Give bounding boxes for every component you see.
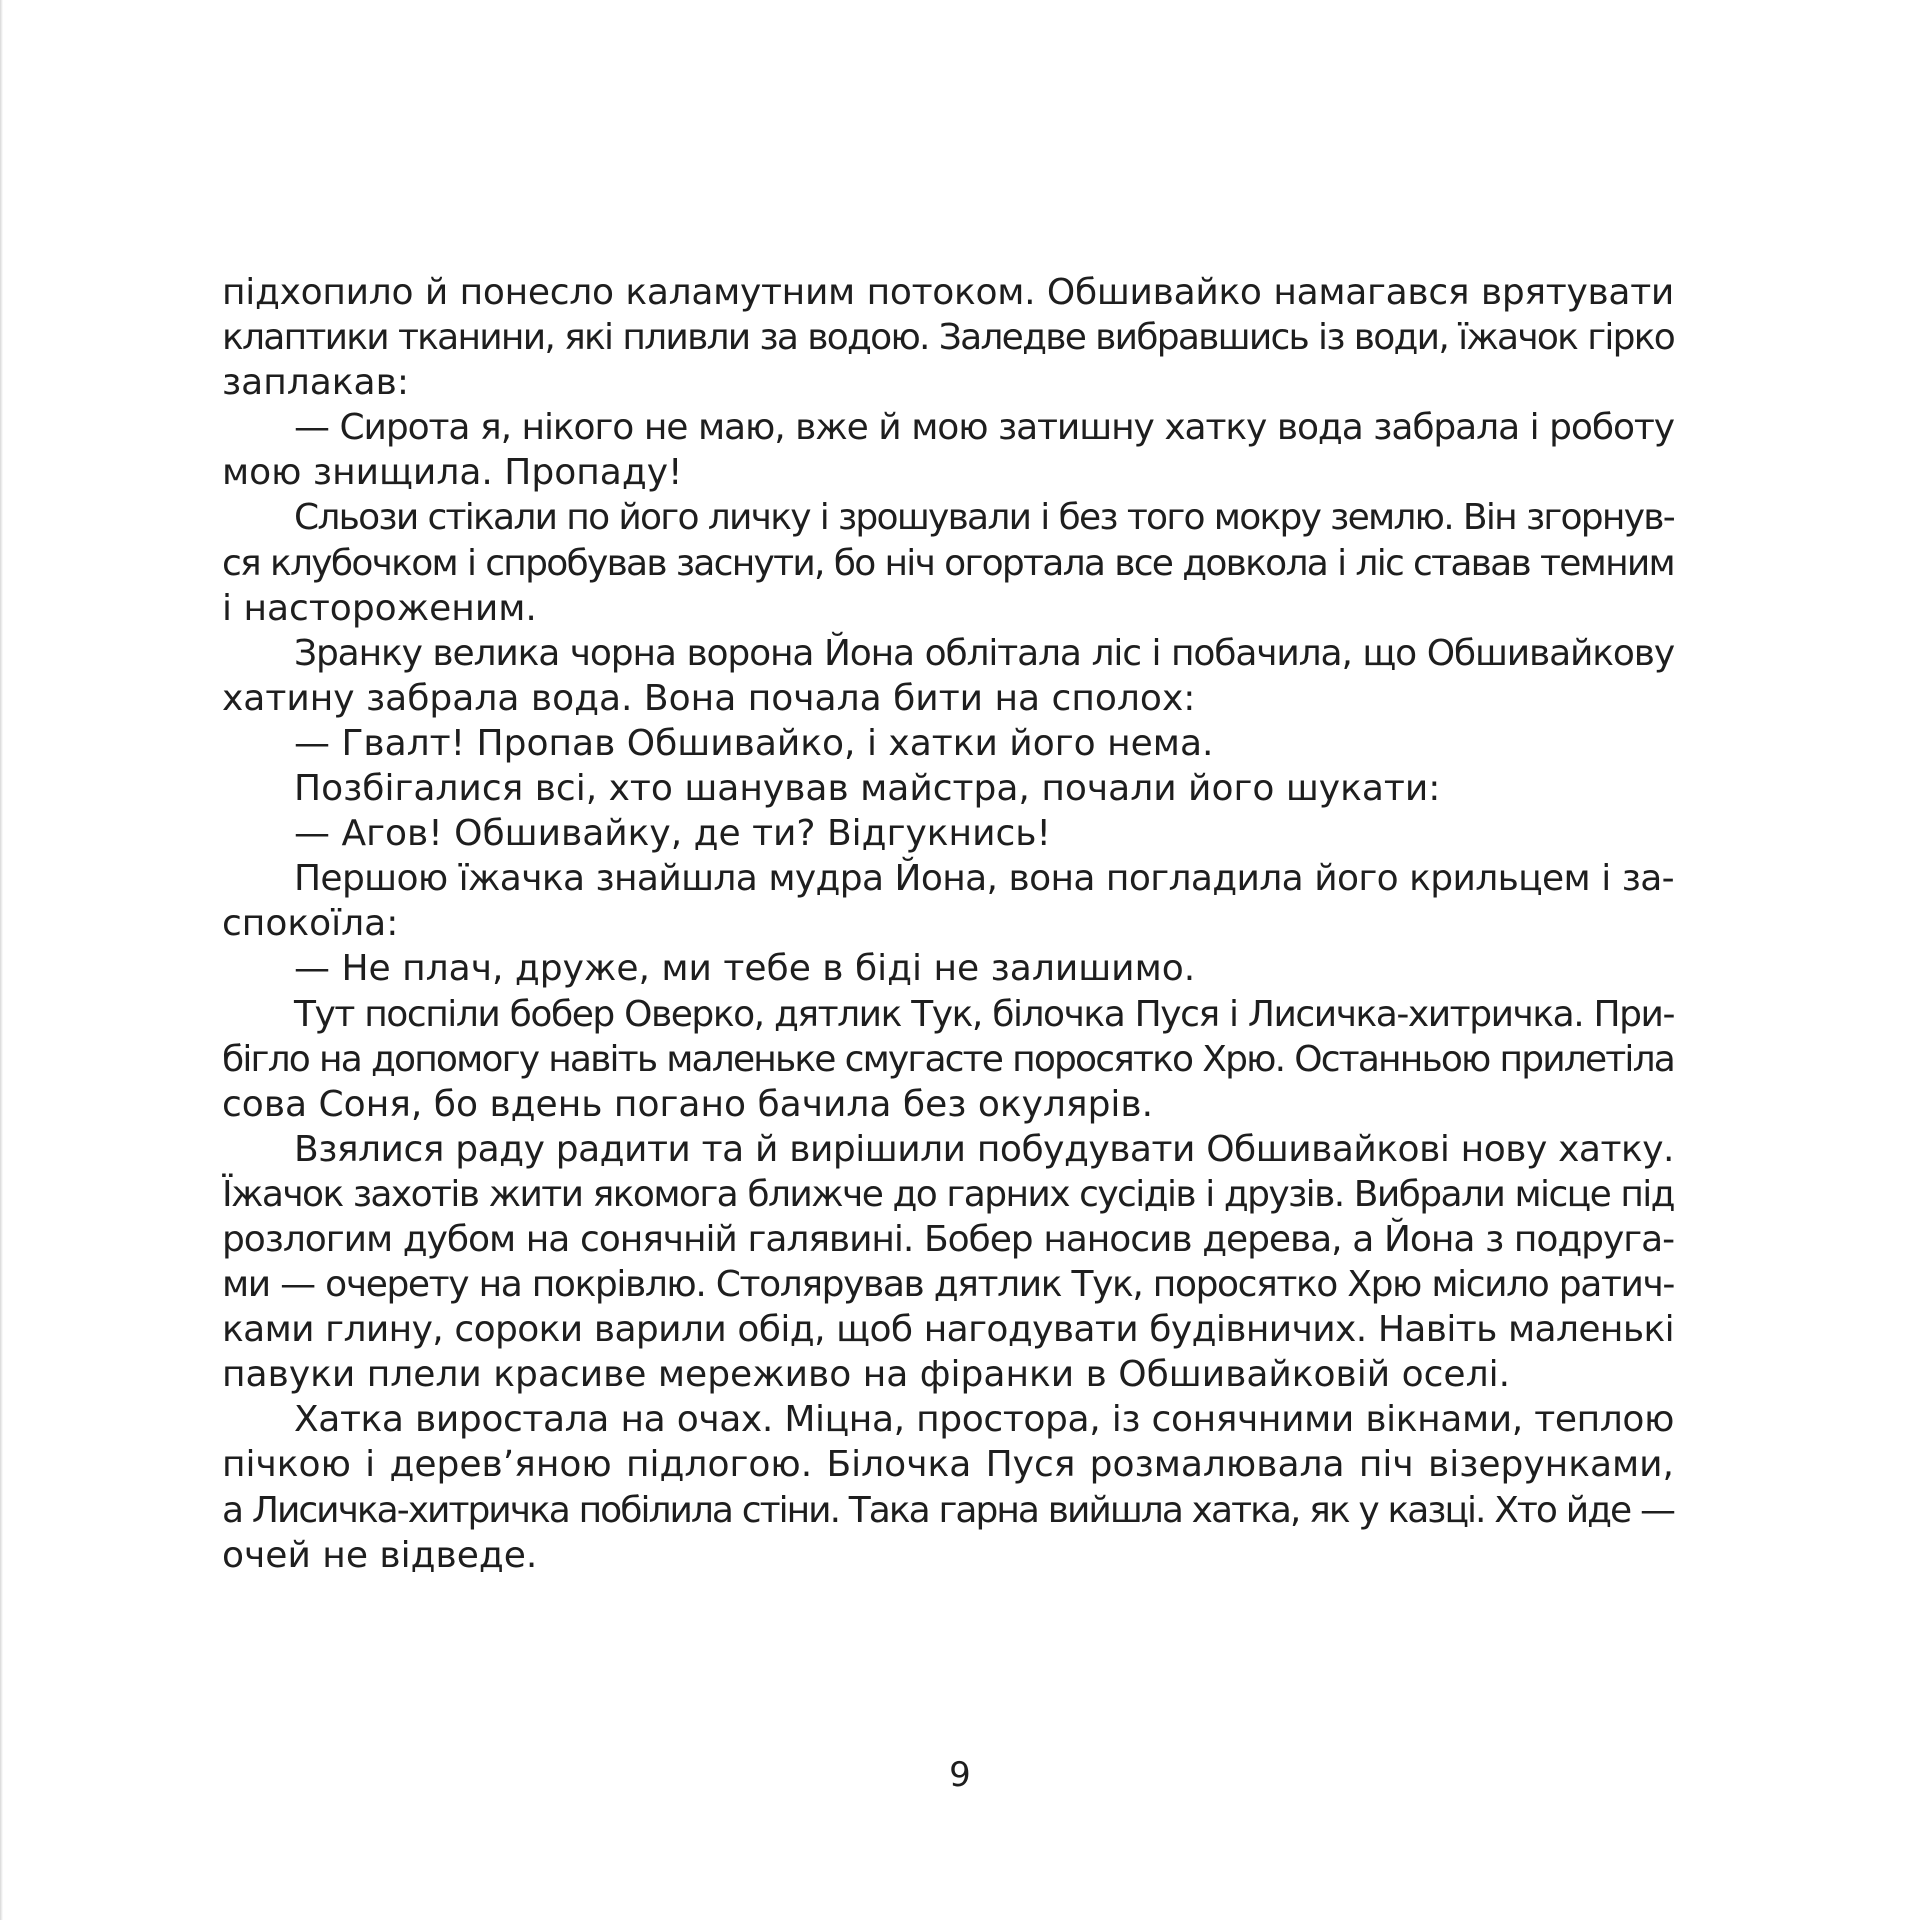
text-line: підхопило й понесло каламутним потоком. Обшивайко намагався врятувати: [222, 272, 1674, 313]
body-text: [222, 270, 1674, 1578]
text-line: Зранку велика чорна ворона Йона облітала ліс і побачила, що Обшивайкову: [294, 632, 1674, 674]
text-line: Тут поспіли бобер Оверко, дятлик Тук, білочка Пуся і Лисичка-хитричка. При-: [294, 993, 1674, 1035]
text-line: Сльози стікали по його личку і зрошували і без того мокру землю. Він згорнув-: [294, 497, 1674, 539]
page-edge: [0, 0, 3, 1920]
text-line: Взялися раду радити та й вирішили побудувати Обшивайкові нову хатку.: [294, 1128, 1674, 1170]
text-line: ми — очерету на покрівлю. Столярував дятлик Тук, поросятко Хрю місило ратич-: [222, 1264, 1674, 1306]
text-line: сова Соня, бо вдень погано бачила без окулярів.: [222, 1083, 1154, 1125]
text-line: Першою їжачка знайшла мудра Йона, вона погладила його крильцем і за-: [294, 858, 1674, 900]
text-line: мою знищила. Пропаду!: [222, 452, 683, 494]
text-line: і настороженим.: [222, 587, 537, 629]
text-line: — Агов! Обшивайку, де ти? Відгукнись!: [294, 813, 1051, 855]
text-line: а Лисичка-хитричка побілила стіни. Така гарна вийшла хатка, як у казці. Хто йде —: [222, 1489, 1674, 1531]
text-line: клаптики тканини, які пливли за водою. Заледве вибравшись із води, їжачок гірко: [222, 317, 1674, 359]
text-line: спокоїла:: [222, 903, 399, 945]
text-line: — Не плач, друже, ми тебе в біді не залишимо.: [294, 948, 1196, 990]
text-line: Хатка виростала на очах. Міцна, простора, із сонячними вікнами, теплою: [294, 1399, 1674, 1441]
text-line: Їжачок захотів жити якомога ближче до гарних сусідів і друзів. Вибрали місце під: [222, 1173, 1674, 1215]
text-line: очей не відведе.: [222, 1534, 538, 1576]
text-line: розлогим дубом на сонячній галявині. Бобер наносив дерева, а Йона з подруга-: [222, 1218, 1674, 1260]
text-line: заплакав:: [222, 362, 409, 404]
text-line: хатину забрала вода. Вона почала бити на сполох:: [222, 677, 1196, 719]
text-line: бігло на допомогу навіть маленьке смугасте поросятко Хрю. Останньою прилетіла: [222, 1038, 1674, 1080]
text-line: — Гвалт! Пропав Обшивайко, і хатки його нема.: [294, 722, 1214, 764]
text-line: пічкою і дерев’яною підлогою. Білочка Пуся розмалювала піч візерунками,: [222, 1444, 1674, 1486]
text-line: ками глину, сороки варили обід, щоб нагодувати будівничих. Навіть маленькі: [222, 1309, 1674, 1351]
page-number: 9: [949, 1755, 971, 1795]
text-line: павуки плели красиве мереживо на фіранки в Обшивайковій оселі.: [222, 1354, 1511, 1396]
text-line: ся клубочком і спробував заснути, бо ніч огортала все довкола і ліс ставав темним: [222, 542, 1674, 584]
text-line: Позбігалися всі, хто шанував майстра, почали його шукати:: [294, 768, 1441, 810]
text-line: — Сирота я, нікого не маю, вже й мою затишну хатку вода забрала і роботу: [294, 407, 1674, 449]
